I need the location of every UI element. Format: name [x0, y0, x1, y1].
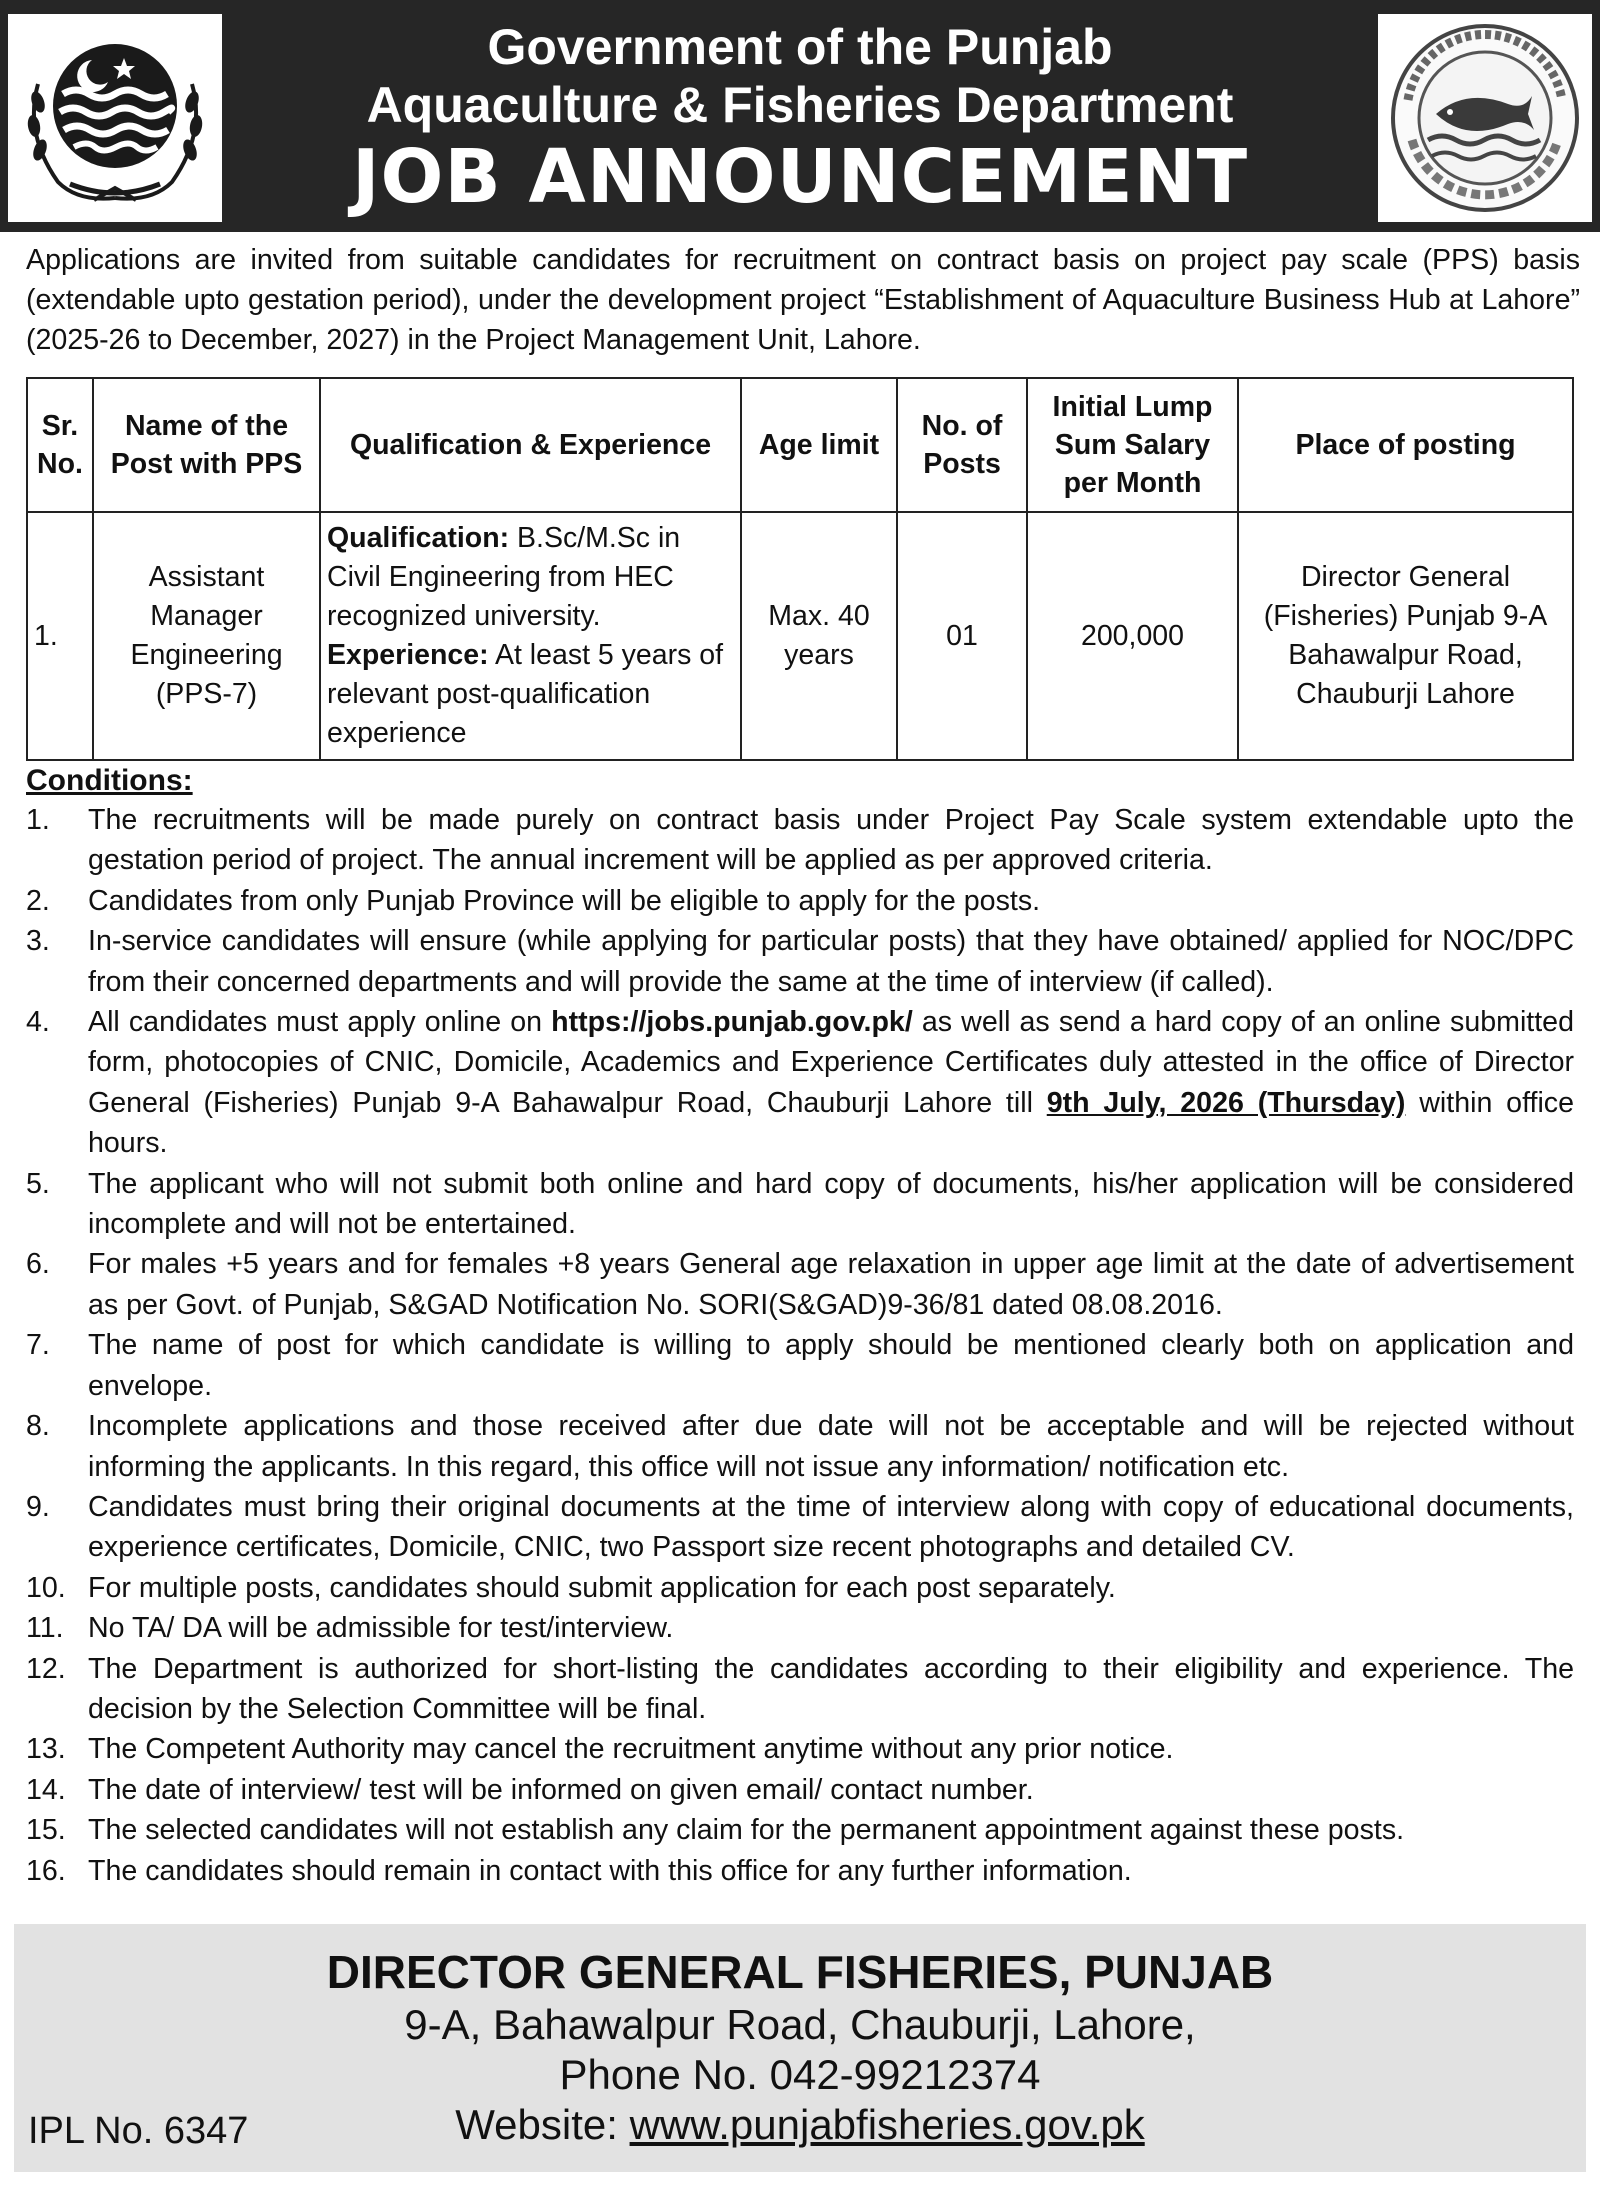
header-place-of-posting: Place of posting: [1238, 378, 1573, 512]
condition-number: 14.: [26, 1773, 66, 1806]
qualification-text: B.Sc/M.Sc in Civil Engineering from HEC recognized university.: [327, 522, 681, 632]
header-qualification: Qualification & Experience: [320, 378, 741, 512]
condition-number: 2.: [26, 884, 50, 917]
footer-website-line: [14, 2100, 1586, 2150]
footer-title: DIRECTOR GENERAL FISHERIES, PUNJAB: [326, 1946, 1274, 1998]
condition-item: [26, 1608, 1574, 1648]
condition-text: [88, 1002, 1574, 1164]
header-salary: Initial Lump Sum Salary per Month: [1027, 378, 1238, 512]
footer-contact-box: [14, 1924, 1586, 2172]
condition-item: [26, 1568, 1574, 1608]
condition-number: 13.: [26, 1733, 66, 1766]
condition-item: [26, 1406, 1574, 1487]
cell-place-of-posting: Director General (Fisheries) Punjab 9-A Bahawalpur Road, Chauburji Lahore: [1238, 512, 1573, 760]
condition-number: 7.: [26, 1329, 50, 1362]
job-table: [26, 377, 1572, 761]
condition-text-part: All candidates must apply online on: [88, 1006, 552, 1039]
condition-text: The Department is authorized for short-listing the candidates according to their eligibility and experience. The decision by the Selection Committee will be final.: [88, 1652, 1574, 1725]
condition-number: 3.: [26, 925, 50, 958]
condition-item: [26, 1325, 1574, 1406]
condition-number: 6.: [26, 1248, 50, 1281]
condition-number: 8.: [26, 1410, 50, 1443]
header-titles: [230, 18, 1370, 220]
condition-text-part: within office hours.: [88, 1086, 1574, 1160]
condition-number: 4.: [26, 1006, 50, 1039]
experience-text: At least 5 years of relevant post-qualification experience: [327, 639, 724, 749]
condition-item: [26, 1164, 1574, 1245]
condition-item: [26, 1729, 1574, 1769]
condition-text: Candidates from only Punjab Province will be eligible to apply for the posts.: [88, 884, 1041, 917]
cell-no-of-posts: 01: [897, 512, 1027, 760]
condition-number: 9.: [26, 1490, 50, 1523]
condition-number: 10.: [26, 1571, 66, 1604]
condition-text: The selected candidates will not establish any claim for the permanent appointment against these posts.: [88, 1814, 1405, 1847]
condition-text: Incomplete applications and those received after due date will not be acceptable and will be rejected without informing the applicants. In this regard, this office will not issue any information/ notification etc.: [88, 1410, 1574, 1483]
header-no-of-posts: No. of Posts: [897, 378, 1027, 512]
cell-post-name: Assistant Manager Engineering (PPS-7): [93, 512, 320, 760]
condition-text-part: as well as send a hard copy of an online submitted form, photocopies of CNIC, Domicile, Academics and Experience Certificates duly attested in the office of Director General (Fisheries) Punjab 9-A Bahawalpur Road, Chauburji Lahore till: [88, 1006, 1574, 1119]
condition-text: For males +5 years and for females +8 years General age relaxation in upper age limit at the date of advertisement as per Govt. of Punjab, S&GAD Notification No. SORI(S&GAD)9-36/81 dated 08.08.2016.: [88, 1248, 1574, 1321]
condition-item: [26, 1487, 1574, 1568]
condition-text: No TA/ DA will be admissible for test/interview.: [88, 1612, 674, 1645]
condition-item: [26, 1810, 1574, 1850]
deadline-date: 9th July, 2026 (Thursday): [1046, 1086, 1406, 1119]
condition-number: 16.: [26, 1854, 66, 1887]
condition-item: [26, 1770, 1574, 1810]
condition-text: The Competent Authority may cancel the recruitment anytime without any prior notice.: [88, 1733, 1174, 1766]
header-age-limit: Age limit: [741, 378, 897, 512]
footer-phone: Phone No. 042-99212374: [559, 2051, 1041, 2098]
experience-label: Experience:: [327, 639, 489, 671]
condition-text: The applicant who will not submit both online and hard copy of documents, his/her application will be considered incomplete and will not be entertained.: [88, 1167, 1574, 1241]
jobs-portal-link[interactable]: https://jobs.punjab.gov.pk/: [551, 1006, 913, 1039]
government-title: Government of the Punjab: [487, 19, 1113, 75]
condition-text: The date of interview/ test will be informed on given email/ contact number.: [88, 1773, 1034, 1806]
condition-number: 11.: [26, 1612, 64, 1645]
condition-number: 12.: [26, 1652, 66, 1685]
footer-address: 9-A, Bahawalpur Road, Chauburji, Lahore,: [404, 2001, 1196, 2048]
condition-item: [26, 1002, 1574, 1164]
condition-text: Candidates must bring their original documents at the time of interview along with copy of educational documents, experience certificates, Domicile, CNIC, two Passport size recent photographs and detailed CV.: [88, 1490, 1574, 1564]
condition-text: For multiple posts, candidates should submit application for each post separately.: [88, 1571, 1116, 1604]
footer-contact: [14, 1944, 1586, 2150]
header-post-name: Name of the Post with PPS: [93, 378, 320, 512]
qualification-label: Qualification:: [327, 522, 510, 554]
condition-text: In-service candidates will ensure (while applying for particular posts) that they have obtained/ applied for NOC/DPC from their concerned departments and will provide the same at the time of interview (if called).: [88, 925, 1574, 998]
condition-item: [26, 1851, 1574, 1891]
condition-number: 15.: [26, 1814, 66, 1847]
condition-text: The candidates should remain in contact with this office for any further information.: [88, 1854, 1132, 1887]
condition-item: [26, 1649, 1574, 1730]
announcement-title: JOB ANNOUNCEMENT: [351, 134, 1249, 220]
conditions-section: [26, 762, 1574, 1891]
cell-age-limit: Max. 40 years: [741, 512, 897, 760]
condition-number: 1.: [26, 804, 50, 836]
condition-number: 5.: [26, 1167, 50, 1200]
condition-item: [26, 881, 1574, 921]
condition-text: The name of post for which candidate is willing to apply should be mentioned clearly both on application and envelope.: [88, 1329, 1574, 1402]
condition-item: [26, 800, 1574, 881]
header-sr-no: Sr. No.: [27, 378, 93, 512]
website-label: Website:: [455, 2101, 630, 2148]
condition-item: [26, 1244, 1574, 1325]
website-link[interactable]: www.punjabfisheries.gov.pk: [629, 2101, 1145, 2148]
table-header-row: [27, 378, 1573, 512]
condition-text: The recruitments will be made purely on contract basis under Project Pay Scale system extendable upto the gestation period of project. The annual increment will be applied as per approved criteria.: [88, 804, 1574, 877]
condition-item: [26, 921, 1574, 1002]
header-banner: [0, 0, 1600, 232]
conditions-title: Conditions:: [26, 764, 193, 797]
cell-qualification: [320, 512, 741, 760]
intro-paragraph: Applications are invited from suitable candidates for recruitment on contract basis on project pay scale (PPS) basis (extendable upto gestation period), under the development project “Establishment of Aquaculture Business Hub at Lahore” (2025-26 to December, 2027) in the Project Management Unit, Lahore.: [26, 244, 1580, 356]
punjab-government-emblem-icon: [8, 14, 222, 222]
ipl-number: IPL No. 6347: [28, 2110, 249, 2152]
table-row: [27, 512, 1573, 760]
department-title: Aquaculture & Fisheries Department: [366, 77, 1234, 133]
cell-sr-no: 1.: [27, 512, 93, 760]
cell-salary: 200,000: [1027, 512, 1238, 760]
fisheries-department-seal-icon: [1378, 14, 1592, 222]
